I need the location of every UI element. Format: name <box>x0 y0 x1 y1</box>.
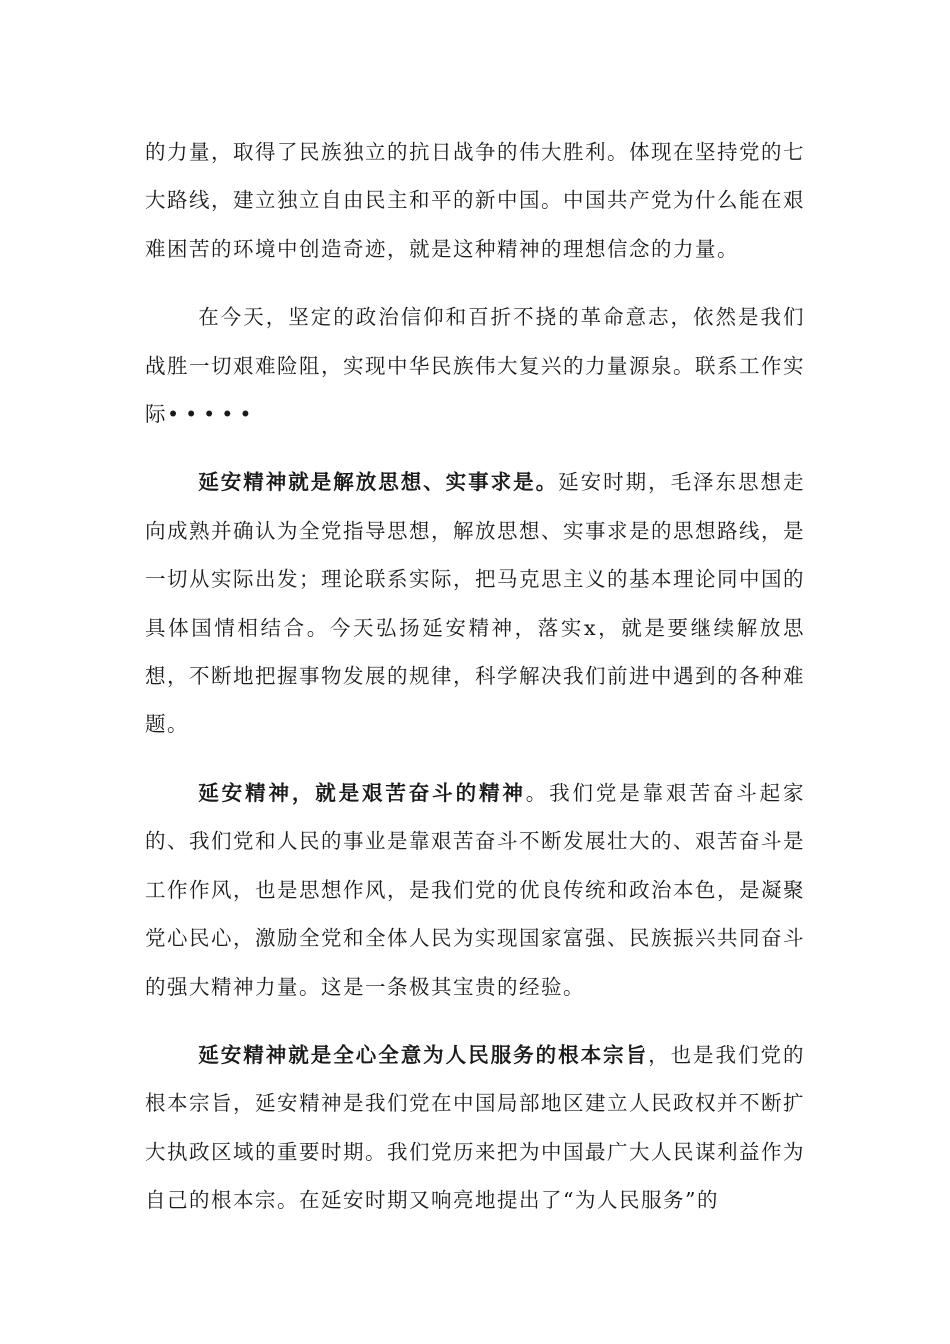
paragraph-1-text: 的力量，取得了民族独立的抗日战争的伟大胜利。体现在坚持党的七大路线，建立独立自由民主和平的新中国。中国共产党为什么能在艰难困苦的环境中创造奇迹，就是这种精神的理想信念的力量。 <box>145 140 805 261</box>
paragraph-1 <box>145 128 805 273</box>
paragraph-3 <box>145 458 805 748</box>
paragraph-5-text: ，也是我们党的根本宗旨，延安精神是我们党在中国局部地区建立人民政权并不断扩大执政区域的重要时期。我们党历来把为中国最广大人民谋利益作为自己的根本宗。在延安时期又响亮地提出了“为人民服务”的 <box>145 1042 806 1213</box>
paragraph-3-text: 延安时期，毛泽东思想走向成熟并确认为全党指导思想，解放思想、实事求是的思想路线，是一切从实际出发；理论联系实际，把马克思主义的基本理论同中国的具体国情相结合。今天弘扬延安精神，落实x，就是要继续解放思想，不断地把握事物发展的规律，科学解决我们前进中遇到的各种难题。 <box>145 470 806 737</box>
paragraph-3-heading: 延安精神就是解放思想、实事求是。 <box>198 470 559 495</box>
paragraph-4-text: 。我们党是靠艰苦奋斗起家的、我们党和人民的事业是靠艰苦奋斗不断发展壮大的、艰苦奋斗是工作作风，也是思想作风，是我们党的优良传统和政治本色，是凝聚党心民心，激励全党和全体人民为实现国家富强、民族振兴共同奋斗的强大精神力量。这是一条极其宝贵的经验。 <box>145 780 806 999</box>
document-page <box>145 128 805 1225</box>
paragraph-2 <box>145 293 805 438</box>
paragraph-4-heading: 延安精神，就是艰苦奋斗的精神 <box>198 780 526 805</box>
paragraph-4 <box>145 769 805 1011</box>
paragraph-5-heading: 延安精神就是全心全意为人民服务的根本宗旨 <box>198 1042 649 1067</box>
paragraph-2-text: 在今天，坚定的政治信仰和百折不挠的革命意志，依然是我们战胜一切艰难险阻，实现中华民族伟大复兴的力量源泉。联系工作实际 <box>145 305 805 427</box>
ellipsis-dots: ••••• <box>167 402 258 427</box>
paragraph-5 <box>145 1031 805 1225</box>
